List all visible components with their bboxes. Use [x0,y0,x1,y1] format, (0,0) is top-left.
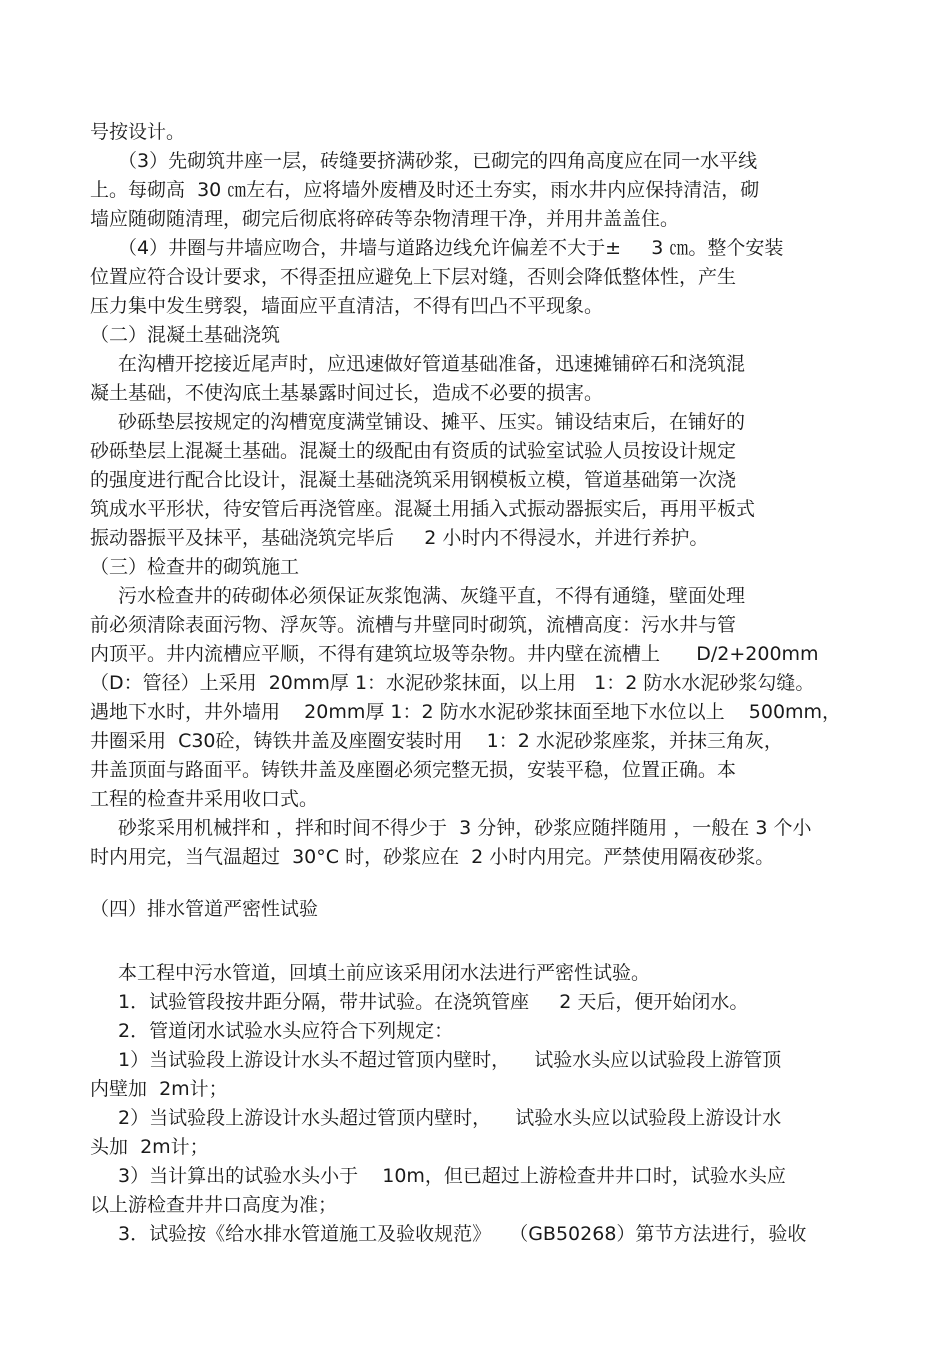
text-line: 内壁加 2m计； [90,1078,228,1100]
text-line: 头加 2m计； [90,1136,209,1158]
text-line: 污水检查井的砖砌体必须保证灰浆饱满、灰缝平直，不得有通缝，壁面处理 [118,585,746,607]
text-line: 内顶平。井内流槽应平顺，不得有建筑垃圾等杂物。井内壁在流槽上 D/2+200mm [90,643,819,665]
text-line: 遇地下水时，井外墙用 20mm厚 1：2 防水水泥砂浆抹面至地下水位以上 500mm， [90,701,842,723]
text-line: 2．管道闭水试验水头应符合下列规定： [118,1020,454,1042]
text-line: （4）井圈与井墙应吻合，井墙与道路边线允许偏差不大于± 3 ㎝。整个安装 [118,237,784,259]
text-line: 凝土基础，不使沟底土基暴露时间过长，造成不必要的损害。 [90,382,604,404]
text-line: 前必须清除表面污物、浮灰等。流槽与井壁同时砌筑，流槽高度：污水井与管 [90,614,737,636]
section-heading: （三）检查井的砌筑施工 [90,556,300,578]
section-heading: （二）混凝土基础浇筑 [90,324,281,346]
text-line: 1．试验管段按井距分隔，带井试验。在浇筑管座 2 天后，便开始闭水。 [118,991,749,1013]
text-line: 工程的检查井采用收口式。 [90,788,319,810]
text-line: 筑成水平形状，待安管后再浇管座。混凝土用插入式振动器振实后，再用平板式 [90,498,756,520]
text-line: 1）当试验段上游设计水头不超过管顶内壁时， 试验水头应以试验段上游管顶 [118,1049,782,1071]
text-line: 井盖顶面与路面平。铸铁井盖及座圈必须完整无损，安装平稳，位置正确。本 [90,759,737,781]
text-line: 本工程中污水管道，回填土前应该采用闭水法进行严密性试验。 [118,962,651,984]
text-line: 号按设计。 [90,121,186,143]
text-line: 在沟槽开挖接近尾声时，应迅速做好管道基础准备，迅速摊铺碎石和浇筑混 [118,353,746,375]
text-line: 墙应随砌随清理，砌完后彻底将碎砖等杂物清理干净，并用井盖盖住。 [90,208,680,230]
text-line: 以上游检查井井口高度为准； [90,1194,338,1216]
text-line: 振动器振平及抹平，基础浇筑完毕后 2 小时内不得浸水，并进行养护。 [90,527,709,549]
text-line: （D：管径）上采用 20mm厚 1：水泥砂浆抹面，以上用 1：2 防水水泥砂浆勾缝。 [90,672,815,694]
text-line: 3）当计算出的试验水头小于 10m，但已超过上游检查井井口时，试验水头应 [118,1165,786,1187]
text-line: 2）当试验段上游设计水头超过管顶内壁时， 试验水头应以试验段上游设计水 [118,1107,782,1129]
text-line: （3）先砌筑井座一层，砖缝要挤满砂浆，已砌完的四角高度应在同一水平线 [118,150,758,172]
text-line: 砂砾垫层上混凝土基础。混凝土的级配由有资质的试验室试验人员按设计规定 [90,440,737,462]
text-line: 的强度进行配合比设计，混凝土基础浇筑采用钢模板立模，管道基础第一次浇 [90,469,737,491]
text-line: 砂砾垫层按规定的沟槽宽度满堂铺设、摊平、压实。铺设结束后，在铺好的 [118,411,746,433]
text-line: 压力集中发生劈裂，墙面应平直清洁，不得有凹凸不平现象。 [90,295,604,317]
text-line: 井圈采用 C30砼，铸铁井盖及座圈安装时用 1：2 水泥砂浆座浆，并抹三角灰， [90,730,783,752]
text-line: 上。每砌高 30 ㎝左右，应将墙外废槽及时还土夯实，雨水井内应保持清洁，砌 [90,179,760,201]
text-line: 3．试验按《给水排水管道施工及验收规范》 （GB50268）第节方法进行，验收 [118,1223,807,1245]
text-line: 砂浆采用机械拌和 ，拌和时间不得少于 3 分钟，砂浆应随拌随用 ，一般在 3 个小 [118,817,812,839]
section-heading: （四）排水管道严密性试验 [90,898,319,920]
text-line: 位置应符合设计要求，不得歪扭应避免上下层对缝，否则会降低整体性，产生 [90,266,737,288]
text-line: 时内用完，当气温超过 30°C 时，砂浆应在 2 小时内用完。严禁使用隔夜砂浆。 [90,846,775,868]
